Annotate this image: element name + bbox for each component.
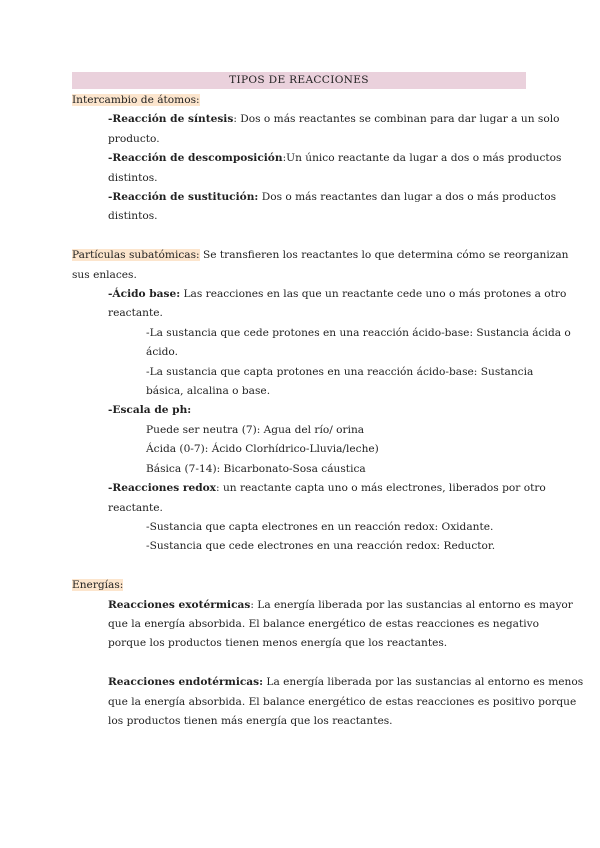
spacer (72, 654, 526, 673)
term-exotermicas: Reacciones exotérmicas (108, 598, 251, 611)
sintesis-line-2: producto. (108, 132, 160, 145)
redox-sub2: -Sustancia que cede electrones en una reacción redox: Reductor. (146, 540, 496, 553)
redox-text: : un reactante capta uno o más electrones, liberados por otro (216, 482, 546, 495)
ph-acida: Ácida (0-7): Ácido Clorhídrico-Lluvia/leche) (146, 443, 379, 456)
ph-neutra: Puede ser neutra (7): Agua del río/ orina (146, 423, 365, 436)
sustitucion-line-2: distintos. (108, 210, 158, 223)
section-particulas (72, 246, 569, 265)
descomposicion-text: :Un único reactante da lugar a dos o más productos (282, 152, 562, 165)
sustitucion-line-1 (72, 188, 557, 207)
term-sustitucion: -Reacción de sustitución: (108, 191, 259, 204)
descomposicion-line-2: distintos. (108, 171, 158, 184)
acido-line-1 (72, 285, 567, 304)
term-endotermicas: Reacciones endotérmicas: (108, 676, 264, 689)
acido-sub2-line-2: básica, alcalina o base. (146, 385, 271, 398)
section-energias (72, 576, 526, 595)
acido-text: Las reacciones en las que un reactante cede uno o más protones a otro (180, 288, 567, 301)
term-redox: -Reacciones redox (108, 482, 217, 495)
sintesis-line-1 (72, 110, 560, 129)
endo-line-2: que la energía absorbida. El balance energético de estas reacciones es positivo porque (108, 695, 577, 708)
acido-sub1-line-2: ácido. (146, 346, 178, 359)
term-escala-ph: -Escala de ph: (108, 404, 192, 417)
exo-text: : La energía liberada por las sustancias al entorno es mayor (250, 598, 573, 611)
term-descomposicion: -Reacción de descomposición (108, 152, 283, 165)
section-heading-particulas: Partículas subatómicas: (72, 249, 200, 262)
sustitucion-text: Dos o más reactantes dan lugar a dos o más productos (258, 191, 557, 204)
particulas-intro: Se transfieren los reactantes lo que determina cómo se reorganizan (199, 249, 569, 262)
section-intercambio (72, 91, 526, 110)
endo-line-1 (72, 673, 584, 692)
redox-line-2: reactante. (108, 501, 163, 514)
document-title: TIPOS DE REACCIONES (72, 72, 526, 89)
redox-line-1 (72, 479, 546, 498)
exo-line-2: que la energía absorbida. El balance energético de estas reacciones es negativo (108, 617, 540, 630)
descomposicion-line-1 (72, 149, 562, 168)
term-acido-base: -Ácido base: (108, 288, 181, 301)
endo-text: La energía liberada por las sustancias al entorno es menos (263, 676, 584, 689)
endo-line-3: los productos tienen más energía que los reactantes. (108, 714, 393, 727)
acido-sub1-line-1: -La sustancia que cede protones en una reacción ácido-base: Sustancia ácida o (146, 326, 571, 339)
term-sintesis: -Reacción de síntesis (108, 113, 234, 126)
acido-line-2: reactante. (108, 307, 163, 320)
particulas-intro-line-2: sus enlaces. (72, 268, 137, 281)
sintesis-text: : Dos o más reactantes se combinan para dar lugar a un solo (233, 113, 560, 126)
acido-sub2-line-1: -La sustancia que capta protones en una reacción ácido-base: Sustancia (146, 365, 534, 378)
section-heading-intercambio: Intercambio de átomos: (72, 94, 200, 106)
exo-line-1 (72, 596, 573, 615)
ph-heading (72, 401, 526, 420)
spacer (72, 227, 526, 246)
document-page (72, 72, 584, 731)
ph-basica: Básica (7-14): Bicarbonato-Sosa cáustica (146, 462, 366, 475)
spacer (72, 557, 526, 576)
section-heading-energias: Energías: (72, 579, 124, 592)
redox-sub1: -Sustancia que capta electrones en un reacción redox: Oxidante. (146, 520, 494, 533)
exo-line-3: porque los productos tienen menos energía que los reactantes. (108, 637, 448, 650)
